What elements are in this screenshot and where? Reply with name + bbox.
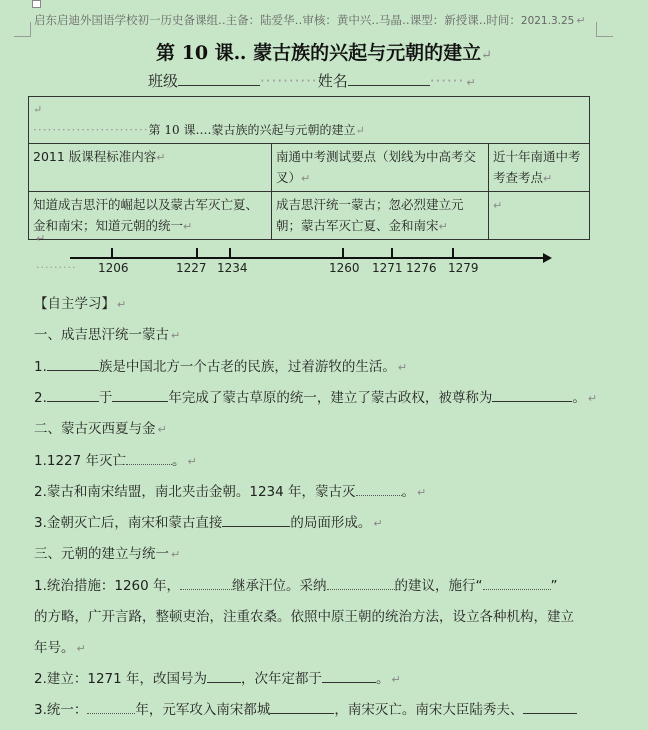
dot-leader: ········· bbox=[36, 261, 77, 274]
class-blank[interactable] bbox=[178, 71, 260, 86]
q-text: 的建议，施行“ bbox=[394, 578, 483, 594]
q-text: 。 bbox=[401, 484, 416, 500]
name-blank[interactable] bbox=[348, 71, 430, 86]
paragraph-mark-icon: ↵ bbox=[171, 329, 181, 342]
paragraph-mark-icon: ↵ bbox=[36, 232, 46, 245]
dot-leader: ······ bbox=[429, 72, 465, 90]
paragraph-mark-icon: ↵ bbox=[187, 455, 197, 468]
table-header-cell bbox=[489, 144, 590, 192]
q-text: 。 bbox=[572, 390, 586, 406]
answer-blank[interactable] bbox=[112, 389, 168, 402]
paragraph-mark-icon: ↵ bbox=[466, 76, 476, 89]
q-text: 。 bbox=[172, 453, 186, 469]
answer-blank[interactable] bbox=[483, 577, 551, 590]
header-date: 2021.3.25 bbox=[520, 15, 575, 27]
timeline-tick bbox=[391, 248, 393, 258]
table-caption: 第 10 课‥‥蒙古族的兴起与元朝的建立 bbox=[148, 123, 356, 137]
header-recent-points: 近十年南通中考考查考点 bbox=[493, 149, 581, 185]
answer-blank[interactable] bbox=[322, 670, 376, 683]
cell-exam-points: 成吉思汗统一蒙古；忽必烈建立元朝；蒙古军灭亡夏、金和南宋 bbox=[276, 197, 464, 233]
section-1-title: 一、成吉思汗统一蒙古 bbox=[34, 327, 169, 343]
header-exam-points: 南通中考测试要点（划线为中高考交叉） bbox=[276, 149, 477, 185]
section-title bbox=[34, 417, 167, 437]
paragraph-mark-icon: ↵ bbox=[33, 103, 43, 116]
empty-line bbox=[33, 99, 585, 120]
paragraph-mark-icon: ↵ bbox=[417, 486, 427, 499]
table-move-handle[interactable] bbox=[32, 0, 41, 8]
title-text: 第 10 课‥ 蒙古族的兴起与元朝的建立 bbox=[156, 42, 482, 64]
timeline-tick bbox=[196, 248, 198, 258]
self-study-heading: 【自主学习】 bbox=[34, 296, 115, 312]
paragraph-mark-icon: ↵ bbox=[373, 517, 383, 530]
q-text: 1.1227 年灭亡 bbox=[34, 453, 127, 469]
timeline-year: 1206 bbox=[98, 261, 129, 275]
answer-blank[interactable] bbox=[492, 389, 572, 402]
q-text: 3.统一： bbox=[34, 702, 88, 718]
answer-blank[interactable] bbox=[87, 701, 135, 714]
section-title bbox=[34, 542, 180, 562]
paragraph-mark-icon: ↵ bbox=[493, 199, 503, 212]
class-name-line bbox=[148, 70, 476, 91]
timeline-year: 1260 bbox=[329, 261, 360, 275]
caption-line bbox=[33, 120, 585, 141]
q-text: 。 bbox=[376, 671, 390, 687]
section-heading bbox=[34, 292, 126, 312]
q-text: 继承汗位。采纳 bbox=[232, 578, 327, 594]
timeline bbox=[0, 240, 648, 280]
table-header-cell bbox=[272, 144, 489, 192]
paragraph-mark-icon: ↵ bbox=[355, 124, 365, 137]
dot-leader: ·········· bbox=[260, 72, 318, 90]
answer-blank[interactable] bbox=[126, 452, 172, 465]
question bbox=[34, 480, 426, 500]
timeline-year: 1276 bbox=[406, 261, 437, 275]
timeline-year: 1234 bbox=[217, 261, 248, 275]
paragraph-mark-icon: ↵ bbox=[157, 423, 167, 436]
paragraph-mark-icon: ↵ bbox=[171, 548, 181, 561]
paragraph-mark-icon: ↵ bbox=[301, 172, 311, 185]
paragraph-mark-icon: ↵ bbox=[576, 14, 586, 27]
answer-blank[interactable] bbox=[180, 577, 232, 590]
q-text: 于 bbox=[98, 390, 113, 406]
timeline-tick bbox=[229, 248, 231, 258]
paragraph-mark-icon: ↵ bbox=[183, 220, 193, 233]
paragraph-mark-icon: ↵ bbox=[156, 151, 166, 164]
q-text: 年完成了蒙古草原的统一，建立了蒙古政权，被尊称为 bbox=[168, 390, 493, 406]
question-continuation bbox=[34, 636, 86, 656]
question bbox=[34, 386, 597, 406]
table-header-cell bbox=[29, 144, 272, 192]
table-caption-cell bbox=[29, 97, 590, 144]
question bbox=[34, 667, 401, 687]
table-cell bbox=[489, 192, 590, 240]
table-cell bbox=[272, 192, 489, 240]
answer-blank[interactable] bbox=[207, 670, 241, 683]
q-text: 年号。 bbox=[34, 640, 75, 656]
answer-blank[interactable] bbox=[47, 358, 99, 371]
header-text: 启东启迪外国语学校初一历史备课组‥主备：陆爱华‥审核：黄中兴‥马晶‥课型：新授课‥时间： bbox=[34, 13, 521, 27]
question-continuation bbox=[34, 605, 574, 625]
page-title bbox=[0, 38, 648, 65]
answer-blank[interactable] bbox=[270, 701, 334, 714]
dot-leader: ························ bbox=[33, 123, 149, 137]
q-text: 1.统治措施：1260 年， bbox=[34, 578, 181, 594]
section-2-title: 二、蒙古灭西夏与金 bbox=[34, 421, 156, 437]
curriculum-table bbox=[28, 96, 590, 240]
answer-blank[interactable] bbox=[523, 701, 577, 714]
timeline-year: 1271 bbox=[372, 261, 403, 275]
paragraph-mark-icon: ↵ bbox=[438, 220, 448, 233]
q-text: 2.建立：1271 年，改国号为 bbox=[34, 671, 208, 687]
q-text: 族是中国北方一个古老的民族，过着游牧的生活。 bbox=[98, 359, 396, 375]
timeline-arrow-icon bbox=[543, 253, 552, 263]
timeline-tick bbox=[342, 248, 344, 258]
answer-blank[interactable] bbox=[327, 577, 395, 590]
paragraph-mark-icon: ↵ bbox=[587, 392, 598, 405]
timeline-tick bbox=[111, 248, 113, 258]
header-standards: 2011 版课程标准内容 bbox=[33, 149, 157, 164]
q-text: ，次年定都于 bbox=[241, 671, 323, 687]
paragraph-mark-icon: ↵ bbox=[391, 673, 401, 686]
section-title bbox=[34, 323, 180, 343]
question bbox=[34, 698, 577, 718]
question bbox=[34, 449, 197, 469]
answer-blank[interactable] bbox=[222, 514, 290, 527]
q-text: 的方略，广开言路，整顿吏治，注重农桑。依照中原王朝的统治方法，设立各种机构，建立 bbox=[34, 609, 574, 625]
document-header bbox=[34, 12, 586, 28]
q-text: ” bbox=[550, 578, 558, 594]
paragraph-mark-icon: ↵ bbox=[481, 48, 492, 63]
paragraph-mark-icon: ↵ bbox=[76, 642, 86, 655]
cell-standards: 知道成吉思汗的崛起以及蒙古军灭亡夏、金和南宋；知道元朝的统一 bbox=[33, 197, 259, 233]
table-cell bbox=[29, 192, 272, 240]
paragraph-mark-icon: ↵ bbox=[397, 361, 408, 374]
timeline-tick bbox=[452, 248, 454, 258]
q-text: 3.金朝灭亡后，南宋和蒙古直接 bbox=[34, 515, 223, 531]
class-label: 班级 bbox=[148, 72, 179, 90]
q-text: 年，元军攻入南宋都城 bbox=[135, 702, 271, 718]
name-label: 姓名 bbox=[317, 72, 348, 90]
q-text: 的局面形成。 bbox=[290, 515, 372, 531]
timeline-year: 1279 bbox=[448, 261, 479, 275]
q-text: ，南宋灭亡。南宋大臣陆秀夫、 bbox=[334, 702, 524, 718]
timeline-year: 1227 bbox=[176, 261, 207, 275]
q-text: 2. bbox=[34, 390, 47, 406]
crop-mark-top-left bbox=[14, 22, 31, 37]
question bbox=[34, 574, 558, 594]
q-text: 2.蒙古和南宋结盟，南北夹击金朝。1234 年，蒙古灭 bbox=[34, 484, 356, 500]
section-3-title: 三、元朝的建立与统一 bbox=[34, 546, 169, 562]
timeline-axis bbox=[70, 257, 545, 259]
paragraph-mark-icon: ↵ bbox=[117, 298, 127, 311]
question bbox=[34, 511, 383, 531]
question bbox=[34, 355, 407, 375]
crop-mark-top-right bbox=[596, 22, 613, 37]
answer-blank[interactable] bbox=[47, 389, 99, 402]
answer-blank[interactable] bbox=[356, 483, 402, 496]
paragraph-mark-icon: ↵ bbox=[543, 172, 553, 185]
q-text: 1. bbox=[34, 359, 47, 375]
